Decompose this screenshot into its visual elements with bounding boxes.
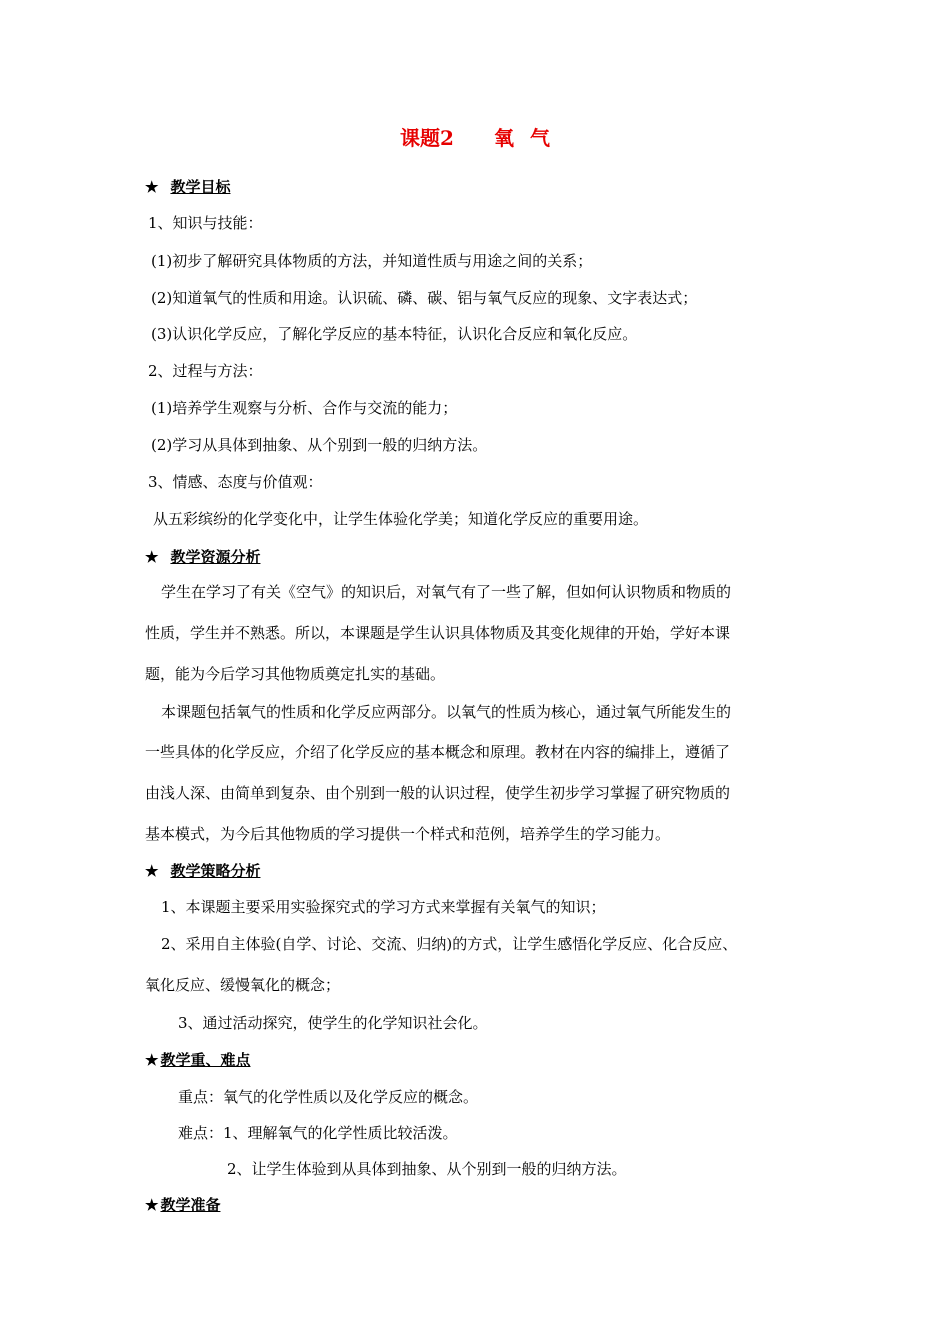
title-main: 课题2 xyxy=(400,126,454,150)
goal-item: 从五彩缤纷的化学变化中，让学生体验化学美；知道化学反应的重要用途。 xyxy=(153,510,649,528)
title-char-2: 气 xyxy=(529,126,550,150)
heading-text: 教学策略分析 xyxy=(170,862,261,880)
key-point: 重点：氧气的化学性质以及化学反应的概念。 xyxy=(178,1088,479,1106)
title-char-1: 氧 xyxy=(493,126,514,150)
goal-item: (3)认识化学反应，了解化学反应的基本特征，认识化合反应和氧化反应。 xyxy=(151,325,638,343)
star-icon: ★ xyxy=(145,548,159,566)
goal-emotion-values: 3、情感、态度与价值观： xyxy=(148,473,323,491)
heading-text: 教学资源分析 xyxy=(170,548,261,566)
strategy-item: 3、通过活动探究，使学生的化学知识社会化。 xyxy=(178,1014,488,1032)
heading-teaching-preparation xyxy=(145,1195,220,1215)
difficult-point: 难点：1、理解氧气的化学性质比较活泼。 xyxy=(178,1124,458,1142)
goal-item: (2)学习从具体到抽象、从个别到一般的归纳方法。 xyxy=(151,436,488,454)
star-icon: ★ xyxy=(145,178,159,196)
star-icon: ★ xyxy=(145,1051,159,1069)
goal-item: (2)知道氧气的性质和用途。认识硫、磷、碳、铝与氧气反应的现象、文字表达式； xyxy=(151,289,698,307)
heading-resource-analysis xyxy=(145,547,260,567)
heading-teaching-goals xyxy=(145,177,230,197)
paragraph-line: 一些具体的化学反应，介绍了化学反应的基本概念和原理。教材在内容的编排上，遵循了 xyxy=(145,743,731,761)
paragraph-line: 基本模式，为今后其他物质的学习提供一个样式和范例，培养学生的学习能力。 xyxy=(145,825,671,843)
goal-process-method: 2、过程与方法： xyxy=(148,362,263,380)
strategy-item: 1、本课题主要采用实验探究式的学习方式来掌握有关氧气的知识； xyxy=(161,898,606,916)
star-icon: ★ xyxy=(145,1196,159,1214)
strategy-item: 2、采用自主体验(自学、讨论、交流、归纳)的方式，让学生感悟化学反应、化合反应、 xyxy=(161,935,738,953)
document-title xyxy=(0,124,950,152)
heading-text: 教学目标 xyxy=(170,178,231,196)
goal-item: (1)培养学生观察与分析、合作与交流的能力； xyxy=(151,399,458,417)
paragraph-line: 性质，学生并不熟悉。所以，本课题是学生认识具体物质及其变化规律的开始，学好本课 xyxy=(145,624,731,642)
paragraph-line: 由浅人深、由简单到复杂、由个别到一般的认识过程，使学生初步学习掌握了研究物质的 xyxy=(145,784,731,802)
heading-strategy-analysis xyxy=(145,861,260,881)
paragraph-line: 本课题包括氧气的性质和化学反应两部分。以氧气的性质为核心，通过氧气所能发生的 xyxy=(161,703,732,721)
star-icon: ★ xyxy=(145,862,159,880)
heading-text: 教学准备 xyxy=(160,1196,221,1214)
difficult-point: 2、让学生体验到从具体到抽象、从个别到一般的归纳方法。 xyxy=(227,1160,627,1178)
goal-item: (1)初步了解研究具体物质的方法，并知道性质与用途之间的关系； xyxy=(151,252,593,270)
paragraph-line: 题，能为今后学习其他物质奠定扎实的基础。 xyxy=(145,665,446,683)
goal-knowledge-skills: 1、知识与技能： xyxy=(148,214,263,232)
paragraph-line: 学生在学习了有关《空气》的知识后，对氧气有了一些了解，但如何认识物质和物质的 xyxy=(161,583,732,601)
heading-text: 教学重、难点 xyxy=(160,1051,251,1069)
strategy-item-cont: 氧化反应、缓慢氧化的概念； xyxy=(145,976,341,994)
heading-key-difficult-points xyxy=(145,1050,250,1070)
